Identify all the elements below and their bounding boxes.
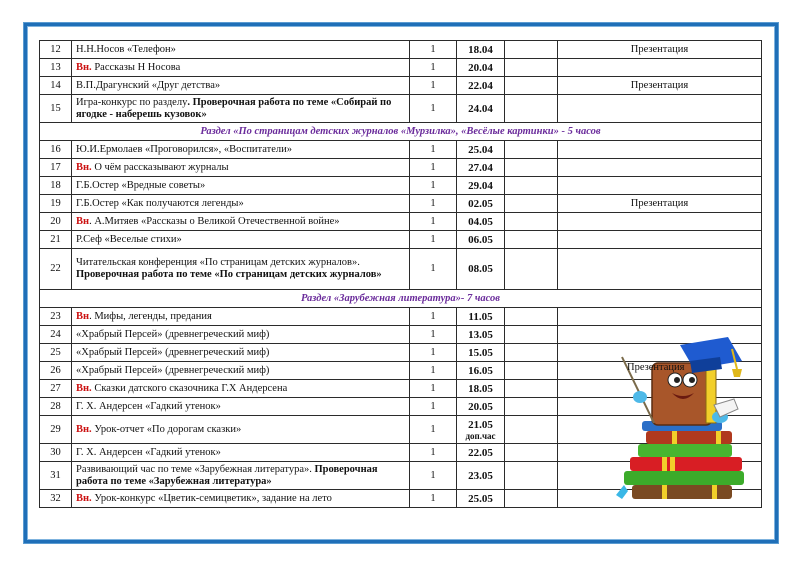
lesson-number: 31 bbox=[40, 462, 72, 490]
planned-date: 20.04 bbox=[468, 61, 493, 74]
lesson-hours: 1 bbox=[410, 141, 457, 159]
planned-date: 11.05 bbox=[468, 310, 493, 323]
lesson-date bbox=[457, 444, 505, 462]
extracurricular-marker: Вн. bbox=[76, 61, 92, 73]
actual-date bbox=[505, 344, 558, 362]
planned-date: 21.05 bbox=[468, 418, 493, 431]
topic-text: «Храбрый Персей» (древнегреческий миф) bbox=[76, 328, 270, 340]
lesson-topic bbox=[72, 444, 410, 462]
topic-text: О чём рассказывают журналы bbox=[91, 161, 229, 173]
lesson-row bbox=[40, 159, 762, 177]
actual-date bbox=[505, 95, 558, 123]
lesson-row bbox=[40, 141, 762, 159]
lesson-topic bbox=[72, 416, 410, 444]
lesson-date bbox=[457, 213, 505, 231]
actual-date bbox=[505, 177, 558, 195]
lesson-hours: 1 bbox=[410, 77, 457, 95]
lesson-number: 17 bbox=[40, 159, 72, 177]
lesson-topic bbox=[72, 490, 410, 508]
section-header-row bbox=[40, 290, 762, 308]
lesson-topic bbox=[72, 177, 410, 195]
actual-date bbox=[505, 231, 558, 249]
lesson-row bbox=[40, 95, 762, 123]
lesson-hours: 1 bbox=[410, 444, 457, 462]
actual-date bbox=[505, 380, 558, 398]
lesson-number: 26 bbox=[40, 362, 72, 380]
lesson-number: 22 bbox=[40, 249, 72, 290]
topic-text: Г.Б.Остер «Вредные советы» bbox=[76, 179, 206, 191]
lesson-date bbox=[457, 177, 505, 195]
planned-date: 18.05 bbox=[468, 382, 493, 395]
extracurricular-marker: Вн. bbox=[76, 382, 92, 394]
lesson-hours: 1 bbox=[410, 159, 457, 177]
lesson-number: 12 bbox=[40, 41, 72, 59]
date-extra-note: доп.час bbox=[465, 430, 496, 441]
lesson-row bbox=[40, 249, 762, 290]
lesson-note bbox=[558, 177, 762, 195]
planned-date: 23.05 bbox=[468, 469, 493, 482]
lesson-date bbox=[457, 308, 505, 326]
topic-text: Ю.И.Ермолаев «Проговорился», «Воспитатели» bbox=[76, 143, 293, 155]
lesson-number: 28 bbox=[40, 398, 72, 416]
actual-date bbox=[505, 141, 558, 159]
actual-date bbox=[505, 308, 558, 326]
topic-text: Урок-конкурс «Цветик-семицветик», задание на лето bbox=[91, 492, 332, 504]
lesson-date bbox=[457, 416, 505, 444]
topic-text: «Храбрый Персей» (древнегреческий миф) bbox=[76, 364, 270, 376]
lesson-topic bbox=[72, 380, 410, 398]
lesson-number: 32 bbox=[40, 490, 72, 508]
section-header-row bbox=[40, 123, 762, 141]
lesson-topic bbox=[72, 141, 410, 159]
lesson-number: 21 bbox=[40, 231, 72, 249]
lesson-date bbox=[457, 231, 505, 249]
extracurricular-marker: Вн. bbox=[76, 492, 92, 504]
planned-date: 22.05 bbox=[468, 446, 493, 459]
topic-bold-text: Проверочная работа по теме «Зарубежная литература» bbox=[76, 463, 378, 487]
lesson-date bbox=[457, 95, 505, 123]
lesson-hours: 1 bbox=[410, 308, 457, 326]
actual-date bbox=[505, 59, 558, 77]
lesson-date bbox=[457, 462, 505, 490]
planned-date: 15.05 bbox=[468, 346, 493, 359]
floating-presentation-note: Презентация bbox=[627, 362, 685, 373]
lesson-topic bbox=[72, 462, 410, 490]
topic-text: Г. Х. Андерсен «Гадкий утенок» bbox=[76, 446, 221, 458]
planned-date: 04.05 bbox=[468, 215, 493, 228]
lesson-row bbox=[40, 213, 762, 231]
topic-text: Рассказы Н Носова bbox=[91, 61, 181, 73]
lesson-number: 23 bbox=[40, 308, 72, 326]
topic-text: «Храбрый Персей» (древнегреческий миф) bbox=[76, 346, 270, 358]
planned-date: 29.04 bbox=[468, 179, 493, 192]
actual-date bbox=[505, 159, 558, 177]
lesson-note: Презентация bbox=[558, 41, 762, 59]
lesson-note bbox=[558, 159, 762, 177]
lesson-hours: 1 bbox=[410, 416, 457, 444]
lesson-note: Презентация bbox=[558, 77, 762, 95]
planned-date: 06.05 bbox=[468, 233, 493, 246]
lesson-number: 14 bbox=[40, 77, 72, 95]
extracurricular-marker: Вн. bbox=[76, 161, 92, 173]
lesson-number: 16 bbox=[40, 141, 72, 159]
lesson-row bbox=[40, 231, 762, 249]
lesson-number: 15 bbox=[40, 95, 72, 123]
lesson-hours: 1 bbox=[410, 380, 457, 398]
lesson-row bbox=[40, 77, 762, 95]
lesson-topic bbox=[72, 195, 410, 213]
lesson-hours: 1 bbox=[410, 344, 457, 362]
lesson-date bbox=[457, 195, 505, 213]
lesson-note bbox=[558, 59, 762, 77]
lesson-hours: 1 bbox=[410, 362, 457, 380]
lesson-topic bbox=[72, 213, 410, 231]
lesson-row bbox=[40, 41, 762, 59]
lesson-hours: 1 bbox=[410, 462, 457, 490]
lesson-hours: 1 bbox=[410, 59, 457, 77]
lesson-row bbox=[40, 195, 762, 213]
lesson-topic bbox=[72, 41, 410, 59]
lesson-topic bbox=[72, 344, 410, 362]
extracurricular-marker: Вн. bbox=[76, 423, 92, 435]
lesson-hours: 1 bbox=[410, 398, 457, 416]
lesson-row bbox=[40, 308, 762, 326]
topic-bold-text: Проверочная работа по теме «По страницам детских журналов» bbox=[76, 269, 382, 280]
lesson-date bbox=[457, 141, 505, 159]
lesson-note bbox=[558, 141, 762, 159]
lesson-topic bbox=[72, 77, 410, 95]
topic-text: . Мифы, легенды, предания bbox=[89, 310, 212, 322]
lesson-topic bbox=[72, 249, 410, 290]
lesson-topic bbox=[72, 59, 410, 77]
extracurricular-marker: Вн bbox=[76, 310, 90, 322]
topic-text: Читательская конференция «По страницам детских журналов». bbox=[76, 257, 360, 268]
actual-date bbox=[505, 326, 558, 344]
lesson-hours: 1 bbox=[410, 177, 457, 195]
lesson-date bbox=[457, 344, 505, 362]
topic-text: Г.Б.Остер «Как получаются легенды» bbox=[76, 197, 244, 209]
lesson-date bbox=[457, 326, 505, 344]
actual-date bbox=[505, 77, 558, 95]
actual-date bbox=[505, 213, 558, 231]
planned-date: 25.04 bbox=[468, 143, 493, 156]
lesson-date bbox=[457, 77, 505, 95]
lesson-date bbox=[457, 490, 505, 508]
planned-date: 16.05 bbox=[468, 364, 493, 377]
planned-date: 18.04 bbox=[468, 43, 493, 56]
actual-date bbox=[505, 490, 558, 508]
planned-date: 02.05 bbox=[468, 197, 493, 210]
actual-date bbox=[505, 195, 558, 213]
section-title: Раздел «Зарубежная литература»- 7 часов bbox=[40, 290, 762, 308]
planned-date: 08.05 bbox=[468, 263, 493, 275]
lesson-topic bbox=[72, 308, 410, 326]
lesson-note bbox=[558, 213, 762, 231]
actual-date bbox=[505, 249, 558, 290]
lesson-number: 19 bbox=[40, 195, 72, 213]
topic-text: Урок-отчет «По дорогам сказки» bbox=[91, 423, 242, 435]
lesson-note: Презентация bbox=[558, 195, 762, 213]
lesson-hours: 1 bbox=[410, 326, 457, 344]
lesson-hours: 1 bbox=[410, 249, 457, 290]
topic-text: Сказки датского сказочника Г.Х Андерсена bbox=[91, 382, 288, 394]
lesson-topic bbox=[72, 231, 410, 249]
lesson-topic bbox=[72, 326, 410, 344]
lesson-hours: 1 bbox=[410, 195, 457, 213]
lesson-number: 27 bbox=[40, 380, 72, 398]
actual-date bbox=[505, 398, 558, 416]
lesson-note bbox=[558, 249, 762, 290]
lesson-topic bbox=[72, 398, 410, 416]
lesson-date bbox=[457, 249, 505, 290]
planned-date: 22.04 bbox=[468, 79, 493, 92]
lesson-date bbox=[457, 380, 505, 398]
extracurricular-marker: Вн bbox=[76, 215, 90, 227]
planned-date: 27.04 bbox=[468, 161, 493, 174]
lesson-date bbox=[457, 59, 505, 77]
lesson-topic bbox=[72, 362, 410, 380]
actual-date bbox=[505, 462, 558, 490]
actual-date bbox=[505, 362, 558, 380]
planned-date: 13.05 bbox=[468, 328, 493, 341]
lesson-note bbox=[558, 231, 762, 249]
topic-text: Развивающий час по теме «Зарубежная литература». bbox=[76, 463, 315, 475]
lesson-date bbox=[457, 398, 505, 416]
lesson-date bbox=[457, 362, 505, 380]
lesson-number: 18 bbox=[40, 177, 72, 195]
topic-text: Г. Х. Андерсен «Гадкий утенок» bbox=[76, 400, 221, 412]
actual-date bbox=[505, 444, 558, 462]
section-title: Раздел «По страницам детских журналов «Мурзилка», «Весёлые картинки» - 5 часов bbox=[40, 123, 762, 141]
lesson-number: 29 bbox=[40, 416, 72, 444]
lesson-row bbox=[40, 59, 762, 77]
lesson-hours: 1 bbox=[410, 213, 457, 231]
lesson-number: 24 bbox=[40, 326, 72, 344]
lesson-row bbox=[40, 177, 762, 195]
topic-text: . А.Митяев «Рассказы о Великой Отечественной войне» bbox=[89, 215, 340, 227]
planned-date: 24.04 bbox=[468, 102, 493, 115]
lesson-topic bbox=[72, 159, 410, 177]
topic-text: Н.Н.Носов «Телефон» bbox=[76, 43, 176, 55]
lesson-number: 20 bbox=[40, 213, 72, 231]
lesson-number: 13 bbox=[40, 59, 72, 77]
lesson-hours: 1 bbox=[410, 490, 457, 508]
planned-date: 25.05 bbox=[468, 492, 493, 505]
lesson-topic bbox=[72, 95, 410, 123]
lesson-date bbox=[457, 41, 505, 59]
lesson-number: 25 bbox=[40, 344, 72, 362]
planned-date: 20.05 bbox=[468, 400, 493, 413]
actual-date bbox=[505, 416, 558, 444]
lesson-note bbox=[558, 95, 762, 123]
lesson-hours: 1 bbox=[410, 231, 457, 249]
lesson-number: 30 bbox=[40, 444, 72, 462]
lesson-hours: 1 bbox=[410, 95, 457, 123]
topic-text: В.П.Драгунский «Друг детства» bbox=[76, 79, 221, 91]
actual-date bbox=[505, 41, 558, 59]
topic-text: Игра-конкурс по разделу bbox=[76, 96, 188, 108]
lesson-date bbox=[457, 159, 505, 177]
lesson-hours: 1 bbox=[410, 41, 457, 59]
topic-text: Р.Сеф «Веселые стихи» bbox=[76, 233, 182, 245]
lesson-note bbox=[558, 308, 762, 326]
topic-bold-text: . Проверочная работа по теме «Собирай по ягодке - наберешь кузовок» bbox=[76, 96, 392, 120]
